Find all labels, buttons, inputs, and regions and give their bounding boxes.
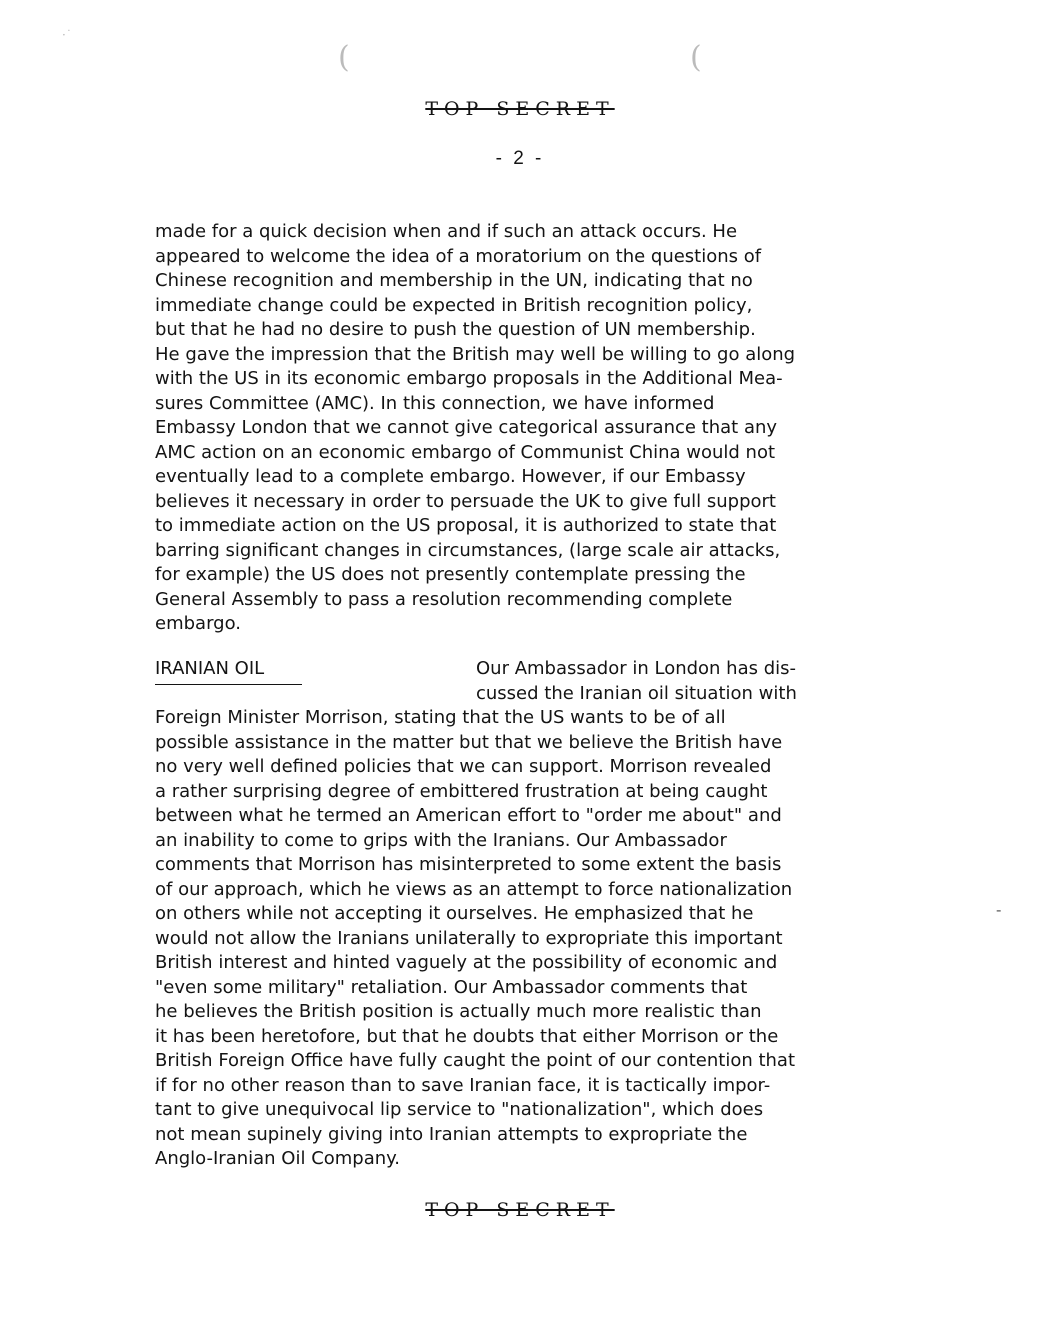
stray-mark: ·˙ [62, 28, 72, 42]
text-line: Anglo-Iranian Oil Company. [155, 1148, 400, 1169]
text-line: but that he had no desire to push the question of UN membership. [155, 319, 756, 340]
text-line: for example) the US does not presently contemplate pressing the [155, 564, 746, 585]
classification-label: TOP SECRET [425, 1199, 615, 1221]
stray-mark: - [996, 900, 1002, 919]
text-line: believes it necessary in order to persuade the UK to give full support [155, 490, 776, 512]
text-line: to immediate action on the US proposal, it is authorized to state that [155, 515, 777, 536]
text-line: "even some military" retaliation. Our Ambassador comments that [155, 976, 748, 998]
stray-mark: ( [338, 40, 350, 75]
text-line: made for a quick decision when and if such an attack occurs. He [155, 221, 738, 242]
text-line: General Assembly to pass a resolution recommending complete [155, 588, 733, 610]
text-line: on others while not accepting it ourselves. He emphasized that he [155, 903, 754, 924]
text-line: no very well defined policies that we can support. Morrison revealed [155, 756, 772, 777]
text-line: appeared to welcome the idea of a moratorium on the questions of [155, 245, 762, 267]
text-line: with the US in its economic embargo proposals in the Additional Mea- [155, 368, 783, 389]
text-line: eventually lead to a complete embargo. However, if our Embassy [155, 466, 746, 487]
text-line: he believes the British position is actually much more realistic than [155, 1001, 762, 1022]
text-line: sures Committee (AMC). In this connection, we have informed [155, 392, 715, 414]
text-line: a rather surprising degree of embittered frustration at being caught [155, 780, 768, 802]
text-line: He gave the impression that the British may well be willing to go along [155, 343, 796, 365]
text-line: Our Ambassador in London has dis- [476, 658, 797, 679]
section-heading-iranian-oil: IRANIAN OIL [155, 657, 302, 685]
classification-header [0, 98, 1040, 120]
classification-footer [0, 1199, 1040, 1221]
text-line: Chinese recognition and membership in the UN, indicating that no [155, 270, 753, 291]
text-line: it has been heretofore, but that he doubts that either Morrison or the [155, 1025, 779, 1047]
text-line: cussed the Iranian oil situation with [476, 682, 797, 704]
text-line: an inability to come to grips with the Iranians. Our Ambassador [155, 829, 727, 851]
text-line: would not allow the Iranians unilaterally to expropriate this important [155, 927, 783, 949]
text-line: Embassy London that we cannot give categorical assurance that any [155, 417, 778, 438]
text-line: of our approach, which he views as an attempt to force nationalization [155, 878, 793, 900]
text-line: British Foreign Office have fully caught the point of our contention that [155, 1050, 796, 1071]
text-line: British interest and hinted vaguely at the possibility of economic and [155, 952, 778, 973]
text-line: tant to give unequivocal lip service to "nationalization", which does [155, 1099, 764, 1120]
page-number: - 2 - [495, 148, 545, 169]
text-line: between what he termed an American effort to "order me about" and [155, 805, 782, 826]
paragraph-chinese-recognition [155, 220, 925, 637]
text-line: Foreign Minister Morrison, stating that the US wants to be of all [155, 707, 726, 728]
classification-label: TOP SECRET [425, 98, 615, 120]
text-line: immediate change could be expected in British recognition policy, [155, 294, 753, 316]
stray-mark: ( [690, 40, 702, 75]
text-line: if for no other reason than to save Iranian face, it is tactically impor- [155, 1074, 771, 1096]
text-line: barring significant changes in circumstances, (large scale air attacks, [155, 539, 781, 561]
section-opening-lines [476, 657, 797, 706]
text-line: embargo. [155, 613, 241, 634]
paragraph-iranian-oil [155, 706, 925, 1172]
text-line: AMC action on an economic embargo of Communist China would not [155, 441, 776, 463]
text-line: possible assistance in the matter but that we believe the British have [155, 731, 783, 753]
text-line: comments that Morrison has misinterpreted to some extent the basis [155, 854, 782, 875]
text-line: not mean supinely giving into Iranian attempts to expropriate the [155, 1123, 748, 1145]
